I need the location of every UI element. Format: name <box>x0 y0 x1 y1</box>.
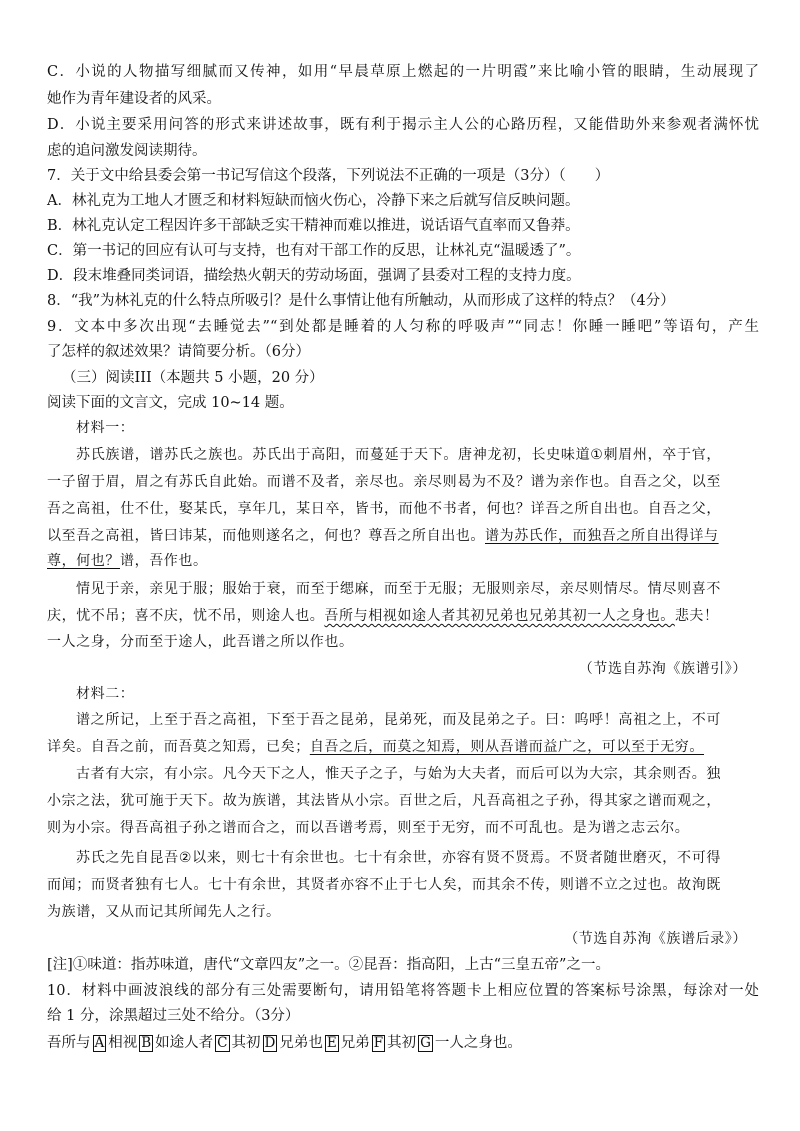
material1-p2-line2-text: 庆，忧不吊；喜不庆，忧不吊，则途人也。 <box>47 608 325 624</box>
q10-marker-b[interactable]: B <box>141 1035 152 1051</box>
q10-answer-line <box>47 1033 759 1053</box>
q10-segment: 兄弟 <box>340 1035 370 1051</box>
material2-p2-line1: 古者有大宗，有小宗。凡今天下之人，惟天子之子，与始为大夫者，而后可以为大宗，其余则否。独 <box>76 766 721 782</box>
q10-segment: 其初 <box>387 1035 417 1051</box>
material1-p1-line4 <box>47 526 759 546</box>
q7-option-c: C．第一书记的回应有认可与支持，也有对干部工作的反思，让林礼克“温暖透了”。 <box>47 243 581 259</box>
q7-option-a: A．林礼克为工地人才匮乏和材料短缺而恼火伤心，冷静下来之后就写信反映问题。 <box>47 193 580 209</box>
material1-p1-line3: 吾之高祖，仕不仕，娶某氏，享年几，某日卒，皆书，而他不书者，何也？详吾之所自出也。自吾之父， <box>47 501 721 517</box>
q6-option-c-line1: C．小说的人物描写细腻而又传神，如用“早晨草原上燃起的一片明霞”来比喻小管的眼睛，生动展现了 <box>47 64 759 80</box>
q6-option-d-line1: D．小说主要采用问答的形式来讲述故事，既有利于揭示主人公的心路历程，又能借助外来参观者满怀忧 <box>47 117 759 133</box>
material1-p1-line5-text: 谱，吾作也。 <box>120 553 208 569</box>
q7-option-b: B．林礼克认定工程因许多干部缺乏实干精神而难以推进，说话语气直率而又鲁莽。 <box>47 218 580 234</box>
material1-label: 材料一： <box>76 420 135 436</box>
material1-underlined-sentence-a: 谱为苏氏作，而独吾之所自出得详与 <box>485 528 719 544</box>
q6-option-c-line2: 她作为青年建设者的风采。 <box>47 91 221 107</box>
q10-segment: 兄弟也 <box>279 1035 323 1051</box>
material2-source: （节选自苏洵《族谱后录》） <box>564 931 747 947</box>
material1-underlined-sentence-b: 尊，何也？ <box>47 553 120 569</box>
q10-marker-c[interactable]: C <box>217 1035 228 1051</box>
material2-p3-line2: 而闻；而贤者独有七人。七十有余世，其贤者亦容不止于七人矣，而其余不传，则谱不立之过也。故洵既 <box>47 877 721 893</box>
material2-p2-line3: 则为小宗。得吾高祖子孙之谱而合之，而以吾谱考焉，则至于无穷，而不可乱也。是为谱之志云尔。 <box>47 820 690 836</box>
q10-segment: 一人之身也。 <box>434 1035 522 1051</box>
annotation-note: [注]①味道：指苏味道，唐代“文章四友”之一。②昆吾：指高阳，上古“三皇五帝”之一。 <box>47 957 610 973</box>
q9-line2: 了怎样的叙述效果？请简要分析。（6分） <box>47 344 310 360</box>
q10-segment: 相视 <box>108 1035 138 1051</box>
q9-line1: 9．文本中多次出现“去睡觉去”“到处都是睡着的人匀称的呼吸声”“同志！你睡一睡吧”等语句，产生 <box>47 319 759 335</box>
material1-p2-line1: 情见于亲，亲见于服；服始于衰，而至于缌麻，而至于无服；无服则亲尽，亲尽则情尽。情尽则喜不 <box>76 581 721 597</box>
material2-p1-line2 <box>47 737 759 757</box>
q10-marker-d[interactable]: D <box>264 1035 276 1051</box>
material1-p1-line1: 苏氏族谱，谱苏氏之族也。苏氏出于高阳，而蔓延于天下。唐神龙初，长史味道①刺眉州，卒于官， <box>76 447 721 463</box>
q8-stem: 8．“我”为林礼克的什么特点所吸引？是什么事情让他有所触动，从而形成了这样的特点？（4分） <box>47 293 675 309</box>
material1-p1-line4-text: 以至吾之高祖，皆曰讳某，而他则遂名之，何也？尊吾之所自出也。 <box>47 528 485 544</box>
q10-marker-e[interactable]: E <box>326 1035 337 1051</box>
section3-heading: （三）阅读III（本题共 5 小题，20 分） <box>62 370 324 386</box>
q10-marker-g[interactable]: G <box>420 1035 431 1051</box>
material1-p2-line2-tail: 悲夫！ <box>674 608 719 624</box>
q10-line1: 10．材料中画波浪线的部分有三处需要断句，请用铅笔将答题卡上相应位置的答案标号涂黑，每涂对一处 <box>47 983 759 999</box>
q10-marker-f[interactable]: F <box>373 1035 384 1051</box>
material1-p2-line3: 一人之身，分而至于途人，此吾谱之所以作也。 <box>47 634 354 650</box>
section3-intro: 阅读下面的文言文，完成 10~14 题。 <box>47 395 294 411</box>
material1-p1-line2: 一子留于眉，眉之有苏氏自此始。而谱不及者，亲尽也。亲尽则曷为不及？谱为亲作也。自吾之父，以至 <box>47 474 721 490</box>
material1-wavy-sentence: 吾所与相视如途人者其初兄弟也兄弟其初一人之身也。 <box>324 608 675 624</box>
material2-underlined-sentence: 自吾之后，而莫之知焉，则从吾谱而益广之，可以至于无穷。 <box>309 739 705 755</box>
q7-stem: 7．关于文中给县委会第一书记写信这个段落，下列说法不正确的一项是（3分）（ ） <box>47 168 610 184</box>
q10-marker-a[interactable]: A <box>94 1035 105 1051</box>
q6-option-d-line2: 虑的追问激发阅读期待。 <box>47 143 207 159</box>
q10-segment: 如途人者 <box>155 1035 214 1051</box>
material2-p3-line1: 苏氏之先自昆吾②以来，则七十有余世也。七十有余世，亦容有贤不贤焉。不贤者随世磨灭，不可得 <box>76 850 721 866</box>
material2-p2-line2: 小宗之法，犹可施于天下。故为族谱，其法皆从小宗。百世之后，凡吾高祖之子孙，得其家之谱而观之， <box>47 793 721 809</box>
material1-p2-line2 <box>47 606 759 626</box>
material2-p1-line2-text: 详矣。自吾之前，而吾莫之知焉，已矣； <box>47 739 310 755</box>
q10-segment: 其初 <box>231 1035 261 1051</box>
q10-line2: 给 1 分，涂黑超过三处不给分。（3分） <box>47 1008 300 1024</box>
material1-source: （节选自苏洵《族谱引》） <box>578 661 747 677</box>
material2-p1-line1: 谱之所记，上至于吾之高祖，下至于吾之昆弟，昆弟死，而及昆弟之子。曰：呜呼！高祖之上，不可 <box>76 712 721 728</box>
material2-label: 材料二： <box>76 686 135 702</box>
material1-p1-line5 <box>47 551 759 571</box>
q7-option-d: D．段末堆叠同类词语，描绘热火朝天的劳动场面，强调了县委对工程的支持力度。 <box>47 268 581 284</box>
q10-segment: 吾所与 <box>47 1035 91 1051</box>
material2-p3-line3: 为族谱，又从而记其所闻先人之行。 <box>47 904 281 920</box>
